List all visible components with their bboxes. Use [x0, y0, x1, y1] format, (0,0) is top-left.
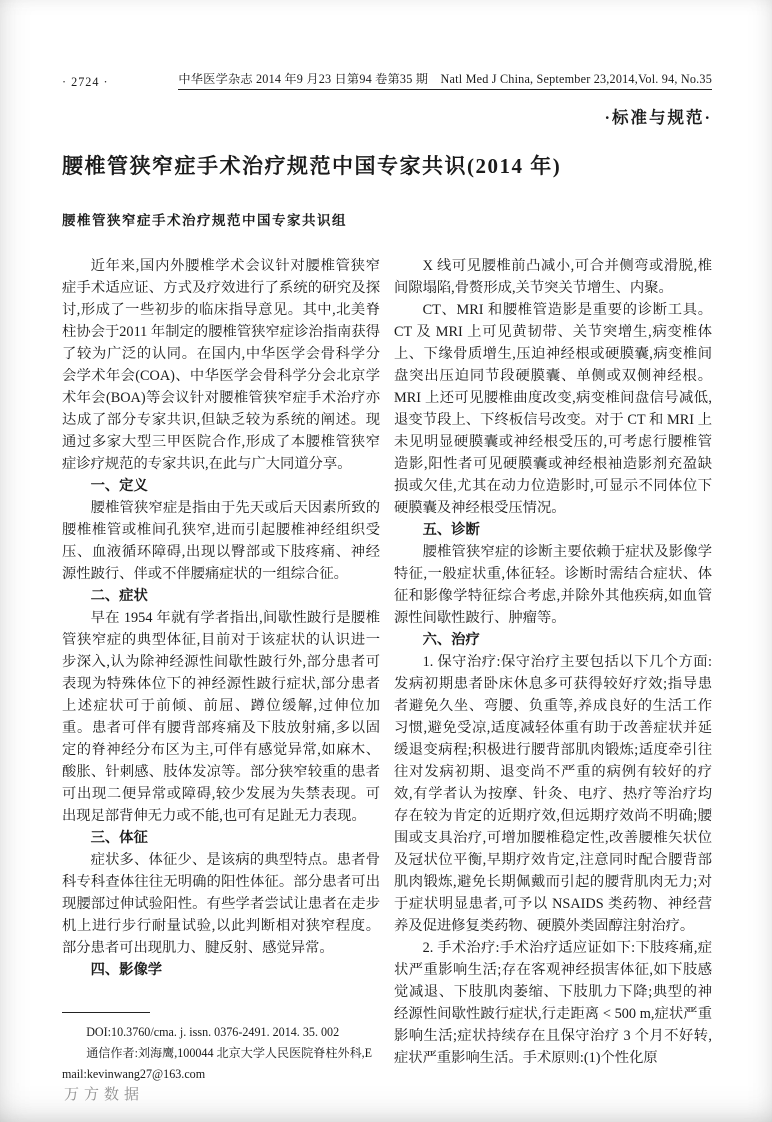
paragraph-xray: X 线可见腰椎前凸减小,可合并侧弯或滑脱,椎间隙塌陷,骨赘形成,关节突关节增生、内聚。 [394, 258, 712, 296]
journal-header-line: 中华医学杂志 2014 年9 月23 日第94 卷第35 期 Natl Med J China, September 23,2014,Vol. 94, No.35 [178, 70, 712, 90]
paragraph-ct-mri: CT、MRI 和腰椎管造影是重要的诊断工具。CT 及 MRI 上可见黄韧带、关节突增生,病变椎体上、下缘骨质增生,压迫神经根或硬膜囊,病变椎间盘突出压迫同节段硬膜囊、单侧或双侧神经根。MRI 上还可见腰椎曲度改变,病变椎间盘信号减低,退变节段上、下终板信号改变。对于 CT 和 MRI 上未见明显硬膜囊或神经根受压的,可考虑行腰椎管造影,阳性者可见硬膜囊或神经根袖造影剂充盈缺损或欠佳,尤其在动力位造影时,可显示不同体位下硬膜囊及神经根受压情况。 [394, 302, 712, 516]
section-heading-imaging: 四、影像学 [90, 962, 163, 978]
paragraph-symptoms: 早在 1954 年就有学者指出,间歇性跛行是腰椎管狭窄症的典型体征,目前对于该症状的认识进一步深入,认为除神经源性间歇性跛行外,部分患者可表现为特殊体位下的神经源性跛行症状,部分患者上述症状可于前倾、前屈、蹲位缓解,过伸位加重。患者可伴有腰背部疼痛及下肢放射痛,多以固定的脊神经分布区为主,可伴有感觉异常,如麻木、酸胀、针刺感、肢体发凉等。部分狭窄较重的患者可出现二便异常或障碍,较少发展为失禁表现。可出现足部背伸无力或不能,也可有足趾无力表现。 [62, 610, 380, 824]
footnote-divider [62, 1012, 150, 1013]
correspondence-line: 通信作者:刘海鹰,100044 北京大学人民医院脊柱外科,Email:kevinwang27@163.com [62, 1046, 373, 1081]
page-number: · 2724 · [62, 75, 109, 89]
paragraph-conservative-treatment: 1. 保守治疗:保守治疗主要包括以下几个方面:发病初期患者卧床休息多可获得较好疗效;指导患者避免久坐、弯腰、负重等,养成良好的生活工作习惯,避免受凉,适度减轻体重有助于改善症状并延缓退变病程;积极进行腰背部肌肉锻炼;适度牵引往往对发病初期、退变尚不严重的病例有较好的疗效,有学者认为按摩、针灸、电疗、热疗等治疗均存在较为肯定的近期疗效,但远期疗效尚不明确;腰围或支具治疗,可增加腰椎稳定性,改善腰椎矢状位及冠状位平衡,早期疗效肯定,注意同时配合腰背部肌肉锻炼,避免长期佩戴而引起的腰背肌肉无力;对于症状明显患者,可予以 NSAIDS 类药物、神经营养及促进修复类药物、硬膜外类固醇注射治疗。 [394, 654, 712, 934]
column-left [62, 255, 380, 1089]
section-heading-symptoms: 二、症状 [90, 588, 148, 604]
section-label: ·标准与规范· [604, 108, 712, 127]
paragraph-definition: 腰椎管狭窄症是指由于先天或后天因素所致的腰椎椎管或椎间孔狭窄,进而引起腰椎神经组织受压、血液循环障碍,出现以臀部或下肢疼痛、神经源性跛行、伴或不伴腰痛症状的一组综合征。 [62, 500, 380, 582]
paragraph-surgical-treatment: 2. 手术治疗:手术治疗适应证如下:下肢疼痛,症状严重影响生活;存在客观神经损害体征,如下肢感觉减退、下肢肌肉萎缩、下肢肌力下降;典型的神经源性间歇性跛行症状,行走距离 < 500 m,症状严重影响生活;症状持续存在且保守治疗 3 个月不好转,症状严重影响生活。手术原则:(1)个性化原 [394, 940, 712, 1066]
article-title: 腰椎管狭窄症手术治疗规范中国专家共识(2014 年) [62, 154, 562, 178]
section-heading-diagnosis: 五、诊断 [422, 522, 480, 538]
paragraph-diagnosis: 腰椎管狭窄症的诊断主要依赖于症状及影像学特征,一般症状重,体征轻。诊断时需结合症状、体征和影像学特征综合考虑,并除外其他疾病,如血管源性间歇性跛行、肿瘤等。 [394, 544, 712, 626]
page-content [62, 0, 712, 1089]
two-column-body [62, 255, 712, 1089]
paragraph-signs: 症状多、体征少、是该病的典型特点。患者骨科专科查体往往无明确的阳性体征。部分患者可出现腰部过伸试验阳性。有些学者尝试让患者在走步机上进行步行耐量试验,以此判断相对狭窄程度。部分患者可出现肌力、腱反射、感觉异常。 [62, 852, 380, 956]
footnote-block [62, 1012, 380, 1085]
wanfang-watermark: 万方数据 [64, 1086, 145, 1103]
doi-line: DOI:10.3760/cma. j. issn. 0376-2491. 2014. 35. 002 [86, 1025, 340, 1039]
section-heading-treatment: 六、治疗 [422, 632, 480, 648]
author-group: 腰椎管狭窄症手术治疗规范中国专家共识组 [62, 213, 347, 228]
page-header [62, 70, 712, 90]
paragraph-intro: 近年来,国内外腰椎学术会议针对腰椎管狭窄症手术适应证、方式及疗效进行了系统的研究及探讨,形成了一些初步的临床指导意见。其中,北美脊柱协会于2011 年制定的腰椎管狭窄症诊治指南获得了较为广泛的认同。在国内,中华医学会骨科学分会学术年会(COA)、中华医学会骨科学分会北京学术年会(BOA)等会议针对腰椎管狭窄症手术治疗亦达成了部分专家共识,但缺乏较为系统的阐述。现通过多家大型三甲医院合作,形成了本腰椎管狭窄症诊疗规范的专家共识,在此与广大同道分享。 [62, 258, 380, 472]
section-heading-signs: 三、体征 [90, 830, 148, 846]
column-right [394, 255, 712, 1089]
section-heading-definition: 一、定义 [90, 478, 148, 494]
